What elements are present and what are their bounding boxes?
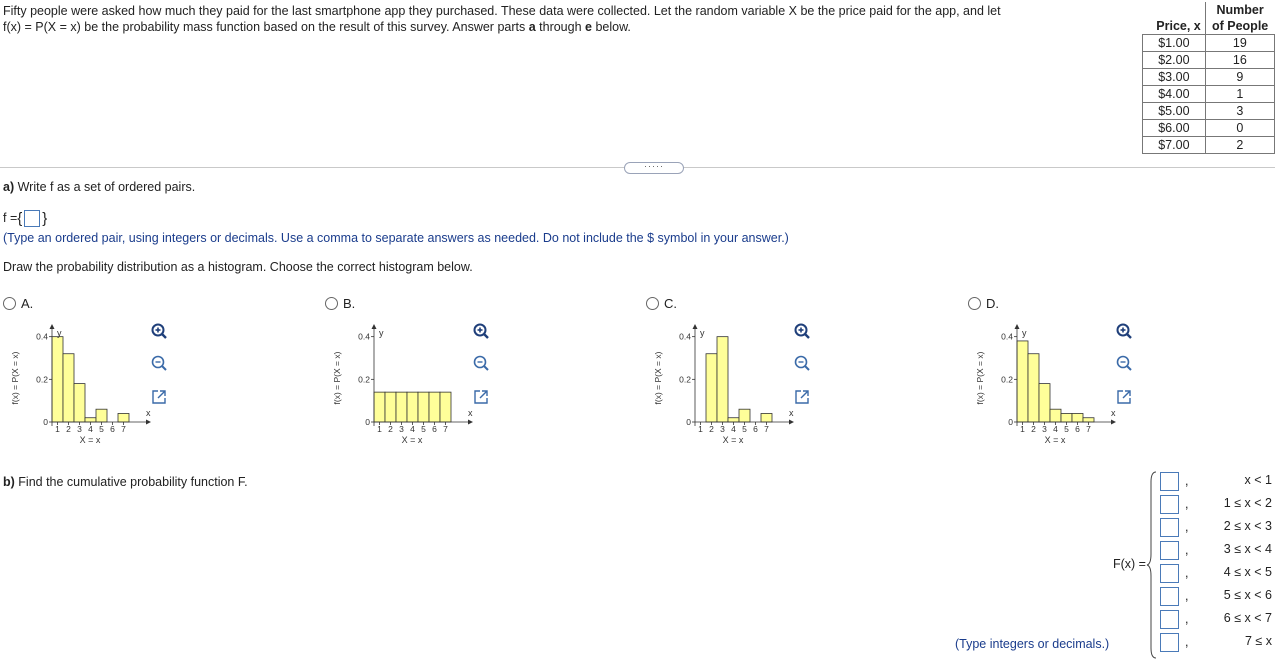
comma: ,: [1185, 635, 1189, 649]
part-a-bold: a): [3, 180, 15, 194]
f-answer-input[interactable]: [24, 210, 40, 227]
x-axis-arrow: [1111, 420, 1116, 425]
count-cell: 2: [1205, 137, 1274, 154]
comma: ,: [1185, 566, 1189, 580]
histogram-bar: [1017, 341, 1028, 422]
y-tick-label: 0.4: [36, 331, 48, 342]
y-tick-label: 0: [1008, 417, 1013, 427]
x-tick-label: 7: [121, 424, 126, 434]
pop-out-icon[interactable]: [150, 388, 168, 406]
count-cell: 1: [1205, 86, 1274, 103]
table-row: [1143, 120, 1275, 137]
option-c[interactable]: [646, 296, 677, 311]
histogram-b: [332, 318, 482, 448]
histogram-bar: [717, 337, 728, 422]
zoom-in-icon[interactable]: [793, 322, 811, 340]
y-tick-label: 0.2: [679, 374, 691, 385]
x-axis-label: X = x: [722, 435, 744, 445]
part-a-hint: (Type an ordered pair, using integers or decimals. Use a comma to separate answers as needed. Do not include the $ symbol in your answer.): [3, 231, 789, 245]
y-axis-label: f(x) = P(X = x): [653, 351, 663, 405]
pop-out-icon[interactable]: [793, 388, 811, 406]
y-tick-label: 0.4: [1001, 331, 1013, 342]
x-axis-label: X = x: [401, 435, 423, 445]
close-brace: }: [42, 210, 48, 227]
piecewise-row: [1158, 608, 1275, 630]
x-tick-label: 1: [698, 424, 703, 434]
intro-line-1: Fifty people were asked how much they paid for the last smartphone app they purchased. These data were collected. Let the random variable X be the price paid for the app, and let: [3, 4, 1001, 18]
piecewise-row: [1158, 562, 1275, 584]
x-axis-label: X = x: [1044, 435, 1066, 445]
count-cell: 0: [1205, 120, 1274, 137]
condition-label: 6 ≤ x < 7: [1223, 611, 1272, 625]
pop-out-icon[interactable]: [472, 388, 490, 406]
zoom-in-icon[interactable]: [1115, 322, 1133, 340]
histogram-bar: [1039, 384, 1050, 422]
part-b-hint: (Type integers or decimals.): [955, 637, 1110, 651]
x-tick-label: 4: [1053, 424, 1058, 434]
option-c-radio[interactable]: [646, 297, 659, 310]
x-tick-label: 6: [753, 424, 758, 434]
x-tick-label: 6: [110, 424, 115, 434]
zoom-out-icon[interactable]: [472, 354, 490, 372]
x-tick-label: 6: [1075, 424, 1080, 434]
option-b-radio[interactable]: [325, 297, 338, 310]
table-row: [1143, 137, 1275, 154]
histogram-a: [10, 318, 160, 448]
x-axis-letter: x: [1111, 408, 1116, 418]
F-value-input[interactable]: [1160, 541, 1179, 560]
data-table: [1142, 2, 1275, 154]
expand-toggle-button[interactable]: ·····: [624, 162, 684, 174]
y-axis-label: f(x) = P(X = x): [975, 351, 985, 405]
histogram-bar: [85, 418, 96, 422]
zoom-in-icon[interactable]: [472, 322, 490, 340]
x-tick-label: 1: [1020, 424, 1025, 434]
y-tick-label: 0: [686, 417, 691, 427]
y-tick-label: 0: [43, 417, 48, 427]
y-axis-arrow: [1015, 324, 1020, 329]
y-axis-arrow: [50, 324, 55, 329]
price-cell: $2.00: [1143, 52, 1206, 69]
zoom-in-icon[interactable]: [150, 322, 168, 340]
zoom-out-icon[interactable]: [1115, 354, 1133, 372]
histogram-bar: [118, 413, 129, 422]
problem-intro: [3, 3, 1063, 35]
condition-label: 7 ≤ x: [1244, 634, 1272, 648]
histogram-bar: [407, 392, 418, 422]
condition-label: 5 ≤ x < 6: [1223, 588, 1272, 602]
histogram-bar: [96, 409, 107, 422]
x-axis-label: X = x: [79, 435, 101, 445]
part-a-label: [3, 180, 195, 194]
histogram-prompt: Draw the probability distribution as a histogram. Choose the correct histogram below.: [3, 260, 473, 274]
histogram-bar: [728, 418, 739, 422]
x-tick-label: 2: [66, 424, 71, 434]
histogram-bar: [1083, 418, 1094, 422]
histogram-bar: [1061, 413, 1072, 422]
x-tick-label: 1: [55, 424, 60, 434]
x-tick-label: 5: [99, 424, 104, 434]
histogram-bar: [418, 392, 429, 422]
price-cell: $5.00: [1143, 103, 1206, 120]
table-header-of-people: of People: [1205, 18, 1274, 35]
part-a-text: Write f as a set of ordered pairs.: [14, 180, 196, 194]
open-brace: {: [17, 210, 23, 227]
comma: ,: [1185, 543, 1189, 557]
table-row: [1143, 86, 1275, 103]
comma: ,: [1185, 520, 1189, 534]
price-cell: $6.00: [1143, 120, 1206, 137]
comma: ,: [1185, 612, 1189, 626]
f-answer-row: [3, 210, 47, 227]
histogram-bar: [739, 409, 750, 422]
part-b-bold: b): [3, 475, 15, 489]
pop-out-icon[interactable]: [1115, 388, 1133, 406]
y-axis-letter: y: [57, 328, 62, 338]
F-value-input[interactable]: [1160, 472, 1179, 491]
comma: ,: [1185, 474, 1189, 488]
intro-line-2: [3, 19, 1063, 35]
histogram-bar: [385, 392, 396, 422]
x-tick-label: 3: [399, 424, 404, 434]
x-tick-label: 4: [410, 424, 415, 434]
condition-label: 3 ≤ x < 4: [1223, 542, 1272, 556]
option-d-radio[interactable]: [968, 297, 981, 310]
x-tick-label: 7: [1086, 424, 1091, 434]
price-cell: $7.00: [1143, 137, 1206, 154]
table-row: [1143, 103, 1275, 120]
part-b-text: Find the cumulative probability function F.: [14, 475, 248, 489]
x-tick-label: 4: [731, 424, 736, 434]
table-header-number: Number: [1216, 3, 1264, 17]
histogram-d: [975, 318, 1125, 448]
price-cell: $3.00: [1143, 69, 1206, 86]
table-row: [1143, 52, 1275, 69]
piecewise-row: [1158, 516, 1275, 538]
histogram-bar: [74, 384, 85, 422]
x-tick-label: 5: [421, 424, 426, 434]
table-row: [1143, 69, 1275, 86]
x-axis-letter: x: [468, 408, 473, 418]
intro-part-a: a: [528, 20, 536, 34]
x-tick-label: 2: [1031, 424, 1036, 434]
histogram-bar: [374, 392, 385, 422]
x-tick-label: 1: [377, 424, 382, 434]
piecewise-row: [1158, 493, 1275, 515]
y-axis-arrow: [372, 324, 377, 329]
x-axis-arrow: [789, 420, 794, 425]
piecewise-brace: [1146, 470, 1158, 660]
F-value-input[interactable]: [1160, 633, 1179, 652]
y-axis-letter: y: [379, 328, 384, 338]
count-cell: 3: [1205, 103, 1274, 120]
histogram-bar: [761, 413, 772, 422]
part-b-label: [3, 475, 248, 489]
x-axis-arrow: [146, 420, 151, 425]
piecewise-row: [1158, 470, 1275, 492]
comma: ,: [1185, 589, 1189, 603]
count-cell: 16: [1205, 52, 1274, 69]
x-tick-label: 3: [77, 424, 82, 434]
y-axis-letter: y: [1022, 328, 1027, 338]
option-a[interactable]: [3, 296, 33, 311]
x-tick-label: 7: [443, 424, 448, 434]
y-tick-label: 0.2: [36, 374, 48, 385]
count-cell: 19: [1205, 35, 1274, 52]
piecewise-row: [1158, 631, 1275, 653]
option-a-radio[interactable]: [3, 297, 16, 310]
piecewise-row: [1158, 539, 1275, 561]
intro-line-2-text: f(x) = P(X = x) be the probability mass function based on the result of this survey. Answer parts: [3, 20, 529, 34]
price-cell: $4.00: [1143, 86, 1206, 103]
y-tick-label: 0.4: [358, 331, 370, 342]
intro-through: through: [535, 20, 586, 34]
F-value-input[interactable]: [1160, 610, 1179, 629]
y-axis-label: f(x) = P(X = x): [10, 351, 20, 405]
option-d-label: D.: [986, 296, 999, 311]
condition-label: 2 ≤ x < 3: [1223, 519, 1272, 533]
histogram-bar: [396, 392, 407, 422]
price-header-text: Price, x: [1156, 19, 1201, 33]
table-row: [1143, 35, 1275, 52]
y-axis-arrow: [693, 324, 698, 329]
x-axis-arrow: [468, 420, 473, 425]
f-equals: f =: [3, 210, 18, 225]
option-c-label: C.: [664, 296, 677, 311]
x-tick-label: 5: [742, 424, 747, 434]
table-body: [1143, 35, 1275, 154]
x-tick-label: 6: [432, 424, 437, 434]
histogram-bar: [52, 337, 63, 422]
histogram-bar: [706, 354, 717, 422]
x-tick-label: 7: [764, 424, 769, 434]
option-d[interactable]: [968, 296, 999, 311]
y-axis-label: f(x) = P(X = x): [332, 351, 342, 405]
histogram-bar: [1050, 409, 1061, 422]
y-tick-label: 0.4: [679, 331, 691, 342]
zoom-out-icon[interactable]: [150, 354, 168, 372]
histogram-bar: [429, 392, 440, 422]
y-tick-label: 0.2: [1001, 374, 1013, 385]
table-header-price: [1143, 2, 1206, 35]
piecewise-row: [1158, 585, 1275, 607]
option-b[interactable]: [325, 296, 355, 311]
x-axis-letter: x: [146, 408, 151, 418]
intro-part-e: e: [585, 20, 592, 34]
x-tick-label: 4: [88, 424, 93, 434]
F-equals: F(x) =: [1113, 557, 1146, 571]
y-axis-letter: y: [700, 328, 705, 338]
intro-below: below.: [591, 20, 631, 34]
price-cell: $1.00: [1143, 35, 1206, 52]
histogram-c: [653, 318, 803, 448]
x-tick-label: 3: [720, 424, 725, 434]
F-value-input[interactable]: [1160, 587, 1179, 606]
F-value-input[interactable]: [1160, 518, 1179, 537]
x-axis-letter: x: [789, 408, 794, 418]
zoom-out-icon[interactable]: [793, 354, 811, 372]
condition-label: 4 ≤ x < 5: [1223, 565, 1272, 579]
F-value-input[interactable]: [1160, 495, 1179, 514]
option-a-label: A.: [21, 296, 34, 311]
x-tick-label: 2: [709, 424, 714, 434]
x-tick-label: 2: [388, 424, 393, 434]
histogram-bar: [63, 354, 74, 422]
count-cell: 9: [1205, 69, 1274, 86]
condition-label: x < 1: [1244, 473, 1272, 487]
histogram-bar: [1028, 354, 1039, 422]
option-b-label: B.: [343, 296, 356, 311]
y-tick-label: 0: [365, 417, 370, 427]
y-tick-label: 0.2: [358, 374, 370, 385]
comma: ,: [1185, 497, 1189, 511]
condition-label: 1 ≤ x < 2: [1223, 496, 1272, 510]
histogram-bar: [440, 392, 451, 422]
histogram-bar: [1072, 413, 1083, 422]
x-tick-label: 5: [1064, 424, 1069, 434]
x-tick-label: 3: [1042, 424, 1047, 434]
F-value-input[interactable]: [1160, 564, 1179, 583]
